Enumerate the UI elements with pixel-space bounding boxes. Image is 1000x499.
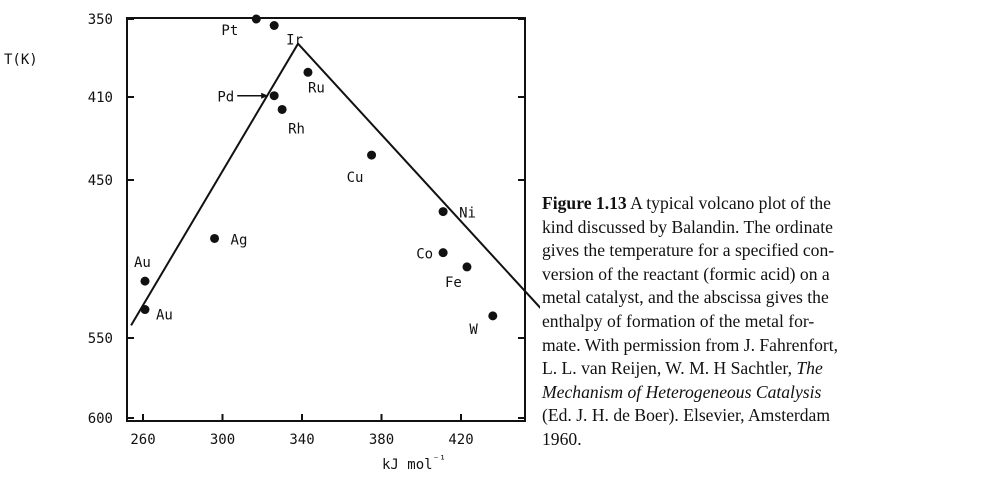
caption-line: (Ed. J. H. de Boer). Elsevier, Amsterdam	[542, 405, 831, 426]
data-point-pd	[270, 91, 279, 100]
data-point-w	[488, 311, 497, 320]
point-label-au: Au	[155, 307, 173, 324]
data-point-fe	[462, 262, 471, 271]
point-label-co: Co	[416, 246, 434, 263]
caption-line: metal catalyst, and the abscissa gives the	[542, 287, 829, 308]
pd-arrow-head	[261, 93, 268, 99]
caption-line: A typical volcano plot of the	[626, 193, 831, 213]
x-tick-label: 340	[289, 432, 315, 448]
data-point-au	[140, 277, 149, 286]
caption-line: version of the reactant (formic acid) on a	[542, 263, 830, 284]
y-tick-label: 550	[87, 331, 113, 347]
caption-line: L. L. van Reijen, W. M. H Sachtler,	[542, 358, 797, 379]
data-point-ir	[270, 21, 279, 30]
point-label-ir: Ir	[286, 32, 304, 49]
point-label-ru: Ru	[307, 80, 325, 97]
data-point-ru	[303, 68, 312, 77]
caption-line: mate. With permission from J. Fahrenfort,	[542, 334, 839, 355]
x-axis-label: kJ mol$^{^{-1}}$	[382, 453, 446, 473]
data-point-au	[140, 305, 149, 314]
point-label-ni: Ni	[459, 205, 476, 222]
caption-line: gives the temperature for a specified con-	[542, 240, 835, 261]
data-point-ni	[439, 207, 448, 216]
data-point-rh	[278, 105, 287, 114]
point-label-pt: Pt	[221, 23, 239, 39]
caption-line: kind discussed by Balandin. The ordinate	[542, 216, 833, 237]
y-tick-label: 350	[87, 12, 113, 28]
caption-line: enthalpy of formation of the metal for-	[542, 310, 815, 331]
data-point-cu	[367, 151, 376, 160]
caption-figure-number: Figure 1.13	[542, 193, 627, 213]
caption-book-title: The	[796, 358, 823, 379]
data-point-ag	[210, 234, 219, 243]
volcano-line	[131, 44, 540, 326]
x-tick-label: 300	[209, 432, 236, 448]
point-label-fe: Fe	[444, 274, 462, 291]
caption-line: 1960.	[542, 428, 582, 449]
figure-caption	[542, 192, 992, 452]
volcano-line-group	[131, 44, 540, 326]
point-label-rh: Rh	[288, 121, 305, 138]
point-label-ag: Ag	[230, 232, 248, 249]
axis-ticks	[88, 12, 525, 448]
x-tick-label: 380	[368, 432, 395, 448]
x-tick-label: 260	[130, 432, 156, 448]
point-label-pd: Pd	[217, 89, 235, 106]
y-tick-label: 600	[87, 411, 113, 427]
data-point-pt	[252, 15, 261, 24]
data-point-co	[439, 248, 448, 257]
x-tick-label: 420	[448, 432, 474, 448]
y-tick-label: 450	[87, 173, 113, 189]
y-axis-label: T(K)	[4, 52, 38, 68]
y-tick-label: 410	[87, 90, 113, 106]
point-label-cu: Cu	[346, 170, 364, 187]
caption-book-title: Mechanism of Heterogeneous Catalysis	[542, 381, 822, 402]
point-label-au: Au	[133, 255, 151, 272]
point-label-w: W	[469, 321, 478, 338]
